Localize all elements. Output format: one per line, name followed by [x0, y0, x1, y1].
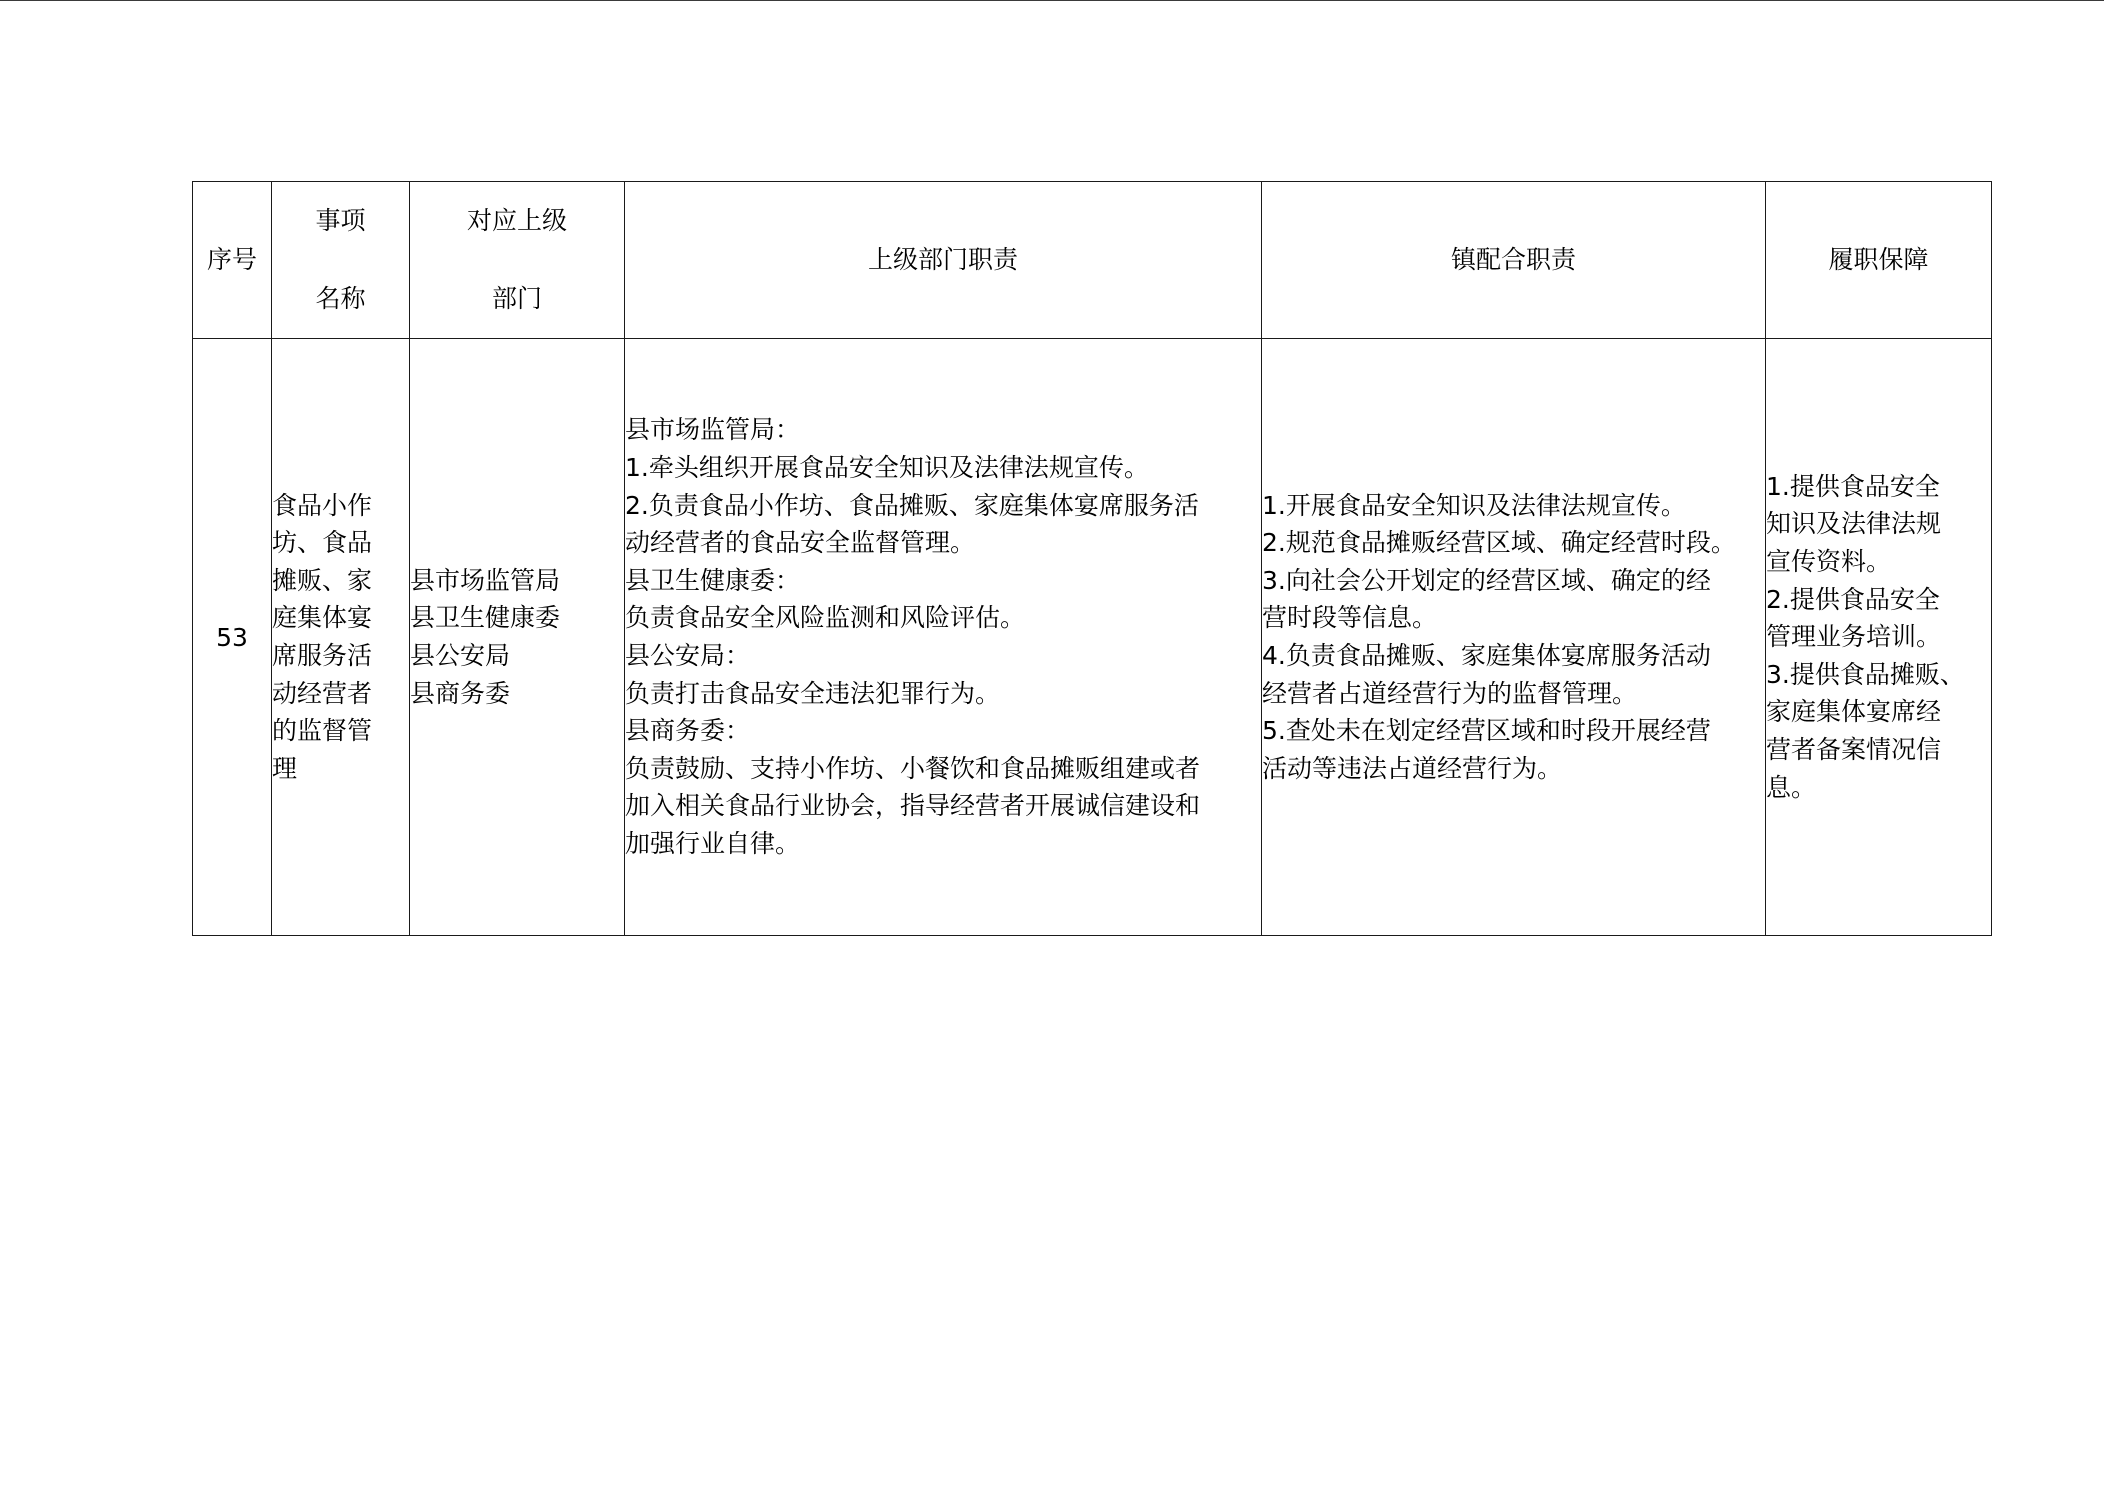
guarantee-line: 2.提供食品安全: [1766, 584, 1940, 614]
table-row: [193, 339, 1992, 936]
header-superior-duties: [625, 182, 1262, 339]
item-name-line: 动经营者: [272, 678, 373, 708]
town-duties-line: 2.规范食品摊贩经营区域、确定经营时段。: [1262, 528, 1736, 558]
header-guarantee: [1766, 182, 1992, 339]
header-item-name-line: 名称: [315, 284, 366, 313]
item-name-line: 坊、食品: [272, 528, 373, 558]
superior-duties-line: 动经营者的食品安全监督管理。: [625, 528, 976, 558]
header-superior-duties-label: 上级部门职责: [867, 245, 1018, 275]
guarantee-line: 知识及法律法规: [1766, 509, 1942, 539]
header-index-label: 序号: [206, 245, 257, 275]
header-superior-dept-line: 对应上级: [466, 206, 567, 235]
superior-duties-line: 负责食品安全风险监测和风险评估。: [625, 603, 1026, 633]
town-duties-line: 1.开展食品安全知识及法律法规宣传。: [1262, 490, 1686, 520]
superior-dept-line: 县市场监管局: [410, 565, 561, 595]
superior-duties-line: 负责鼓励、支持小作坊、小餐饮和食品摊贩组建或者: [625, 753, 1201, 783]
page-top-border: [0, 0, 2104, 1]
guarantee-line: 家庭集体宴席经: [1766, 697, 1942, 727]
header-item-name-line: 事项: [315, 206, 366, 235]
header-superior-dept: [410, 182, 625, 339]
superior-duties-line: 县卫生健康委：: [625, 565, 801, 595]
cell-superior-duties: [625, 339, 1262, 936]
guarantee-line: 3.提供食品摊贩、: [1766, 659, 1965, 689]
superior-dept-line: 县商务委: [410, 678, 511, 708]
item-name-line: 庭集体宴: [272, 603, 373, 633]
town-duties-line: 经营者占道经营行为的监督管理。: [1262, 678, 1638, 708]
town-duties-line: 3.向社会公开划定的经营区域、确定的经: [1262, 565, 1711, 595]
superior-duties-line: 2.负责食品小作坊、食品摊贩、家庭集体宴席服务活: [625, 490, 1199, 520]
item-name-line: 摊贩、家: [272, 565, 373, 595]
item-name-line: 席服务活: [272, 641, 373, 670]
town-duties-line: 5.查处未在划定经营区域和时段开展经营: [1262, 716, 1711, 746]
guarantee-line: 营者备案情况信: [1766, 734, 1942, 764]
item-name-line: 食品小作: [272, 490, 373, 520]
guarantee-line: 息。: [1766, 772, 1817, 802]
header-guarantee-label: 履职保障: [1828, 245, 1929, 275]
superior-dept-line: 县卫生健康委: [410, 603, 561, 633]
superior-duties-line: 县市场监管局：: [625, 415, 801, 445]
cell-town-duties: [1262, 339, 1766, 936]
header-item-name: [272, 182, 410, 339]
cell-guarantee: [1766, 339, 1992, 936]
header-town-duties: [1262, 182, 1766, 339]
header-superior-dept-line: 部门: [491, 284, 542, 313]
superior-duties-line: 负责打击食品安全违法犯罪行为。: [625, 678, 1001, 708]
cell-item-name: [272, 339, 410, 936]
superior-duties-line: 县商务委：: [625, 716, 751, 746]
town-duties-line: 活动等违法占道经营行为。: [1262, 753, 1563, 783]
item-name-line: 的监督管: [272, 716, 373, 746]
header-index: [193, 182, 272, 339]
superior-duties-line: 县公安局：: [625, 641, 751, 670]
duty-table: [192, 181, 1992, 936]
superior-dept-line: 县公安局: [410, 641, 511, 670]
guarantee-line: 宣传资料。: [1766, 547, 1892, 577]
superior-duties-line: 1.牵头组织开展食品安全知识及法律法规宣传。: [625, 453, 1149, 483]
cell-superior-dept: [410, 339, 625, 936]
town-duties-line: 4.负责食品摊贩、家庭集体宴席服务活动: [1262, 641, 1711, 670]
cell-index: 53: [193, 339, 272, 936]
item-name-line: 理: [272, 753, 298, 783]
guarantee-line: 管理业务培训。: [1766, 622, 1942, 652]
guarantee-line: 1.提供食品安全: [1766, 471, 1940, 501]
table-header-row: [193, 182, 1992, 339]
header-town-duties-label: 镇配合职责: [1450, 245, 1576, 275]
town-duties-line: 营时段等信息。: [1262, 603, 1438, 633]
superior-duties-line: 加强行业自律。: [625, 828, 801, 858]
superior-duties-line: 加入相关食品行业协会，指导经营者开展诚信建设和: [625, 791, 1201, 821]
